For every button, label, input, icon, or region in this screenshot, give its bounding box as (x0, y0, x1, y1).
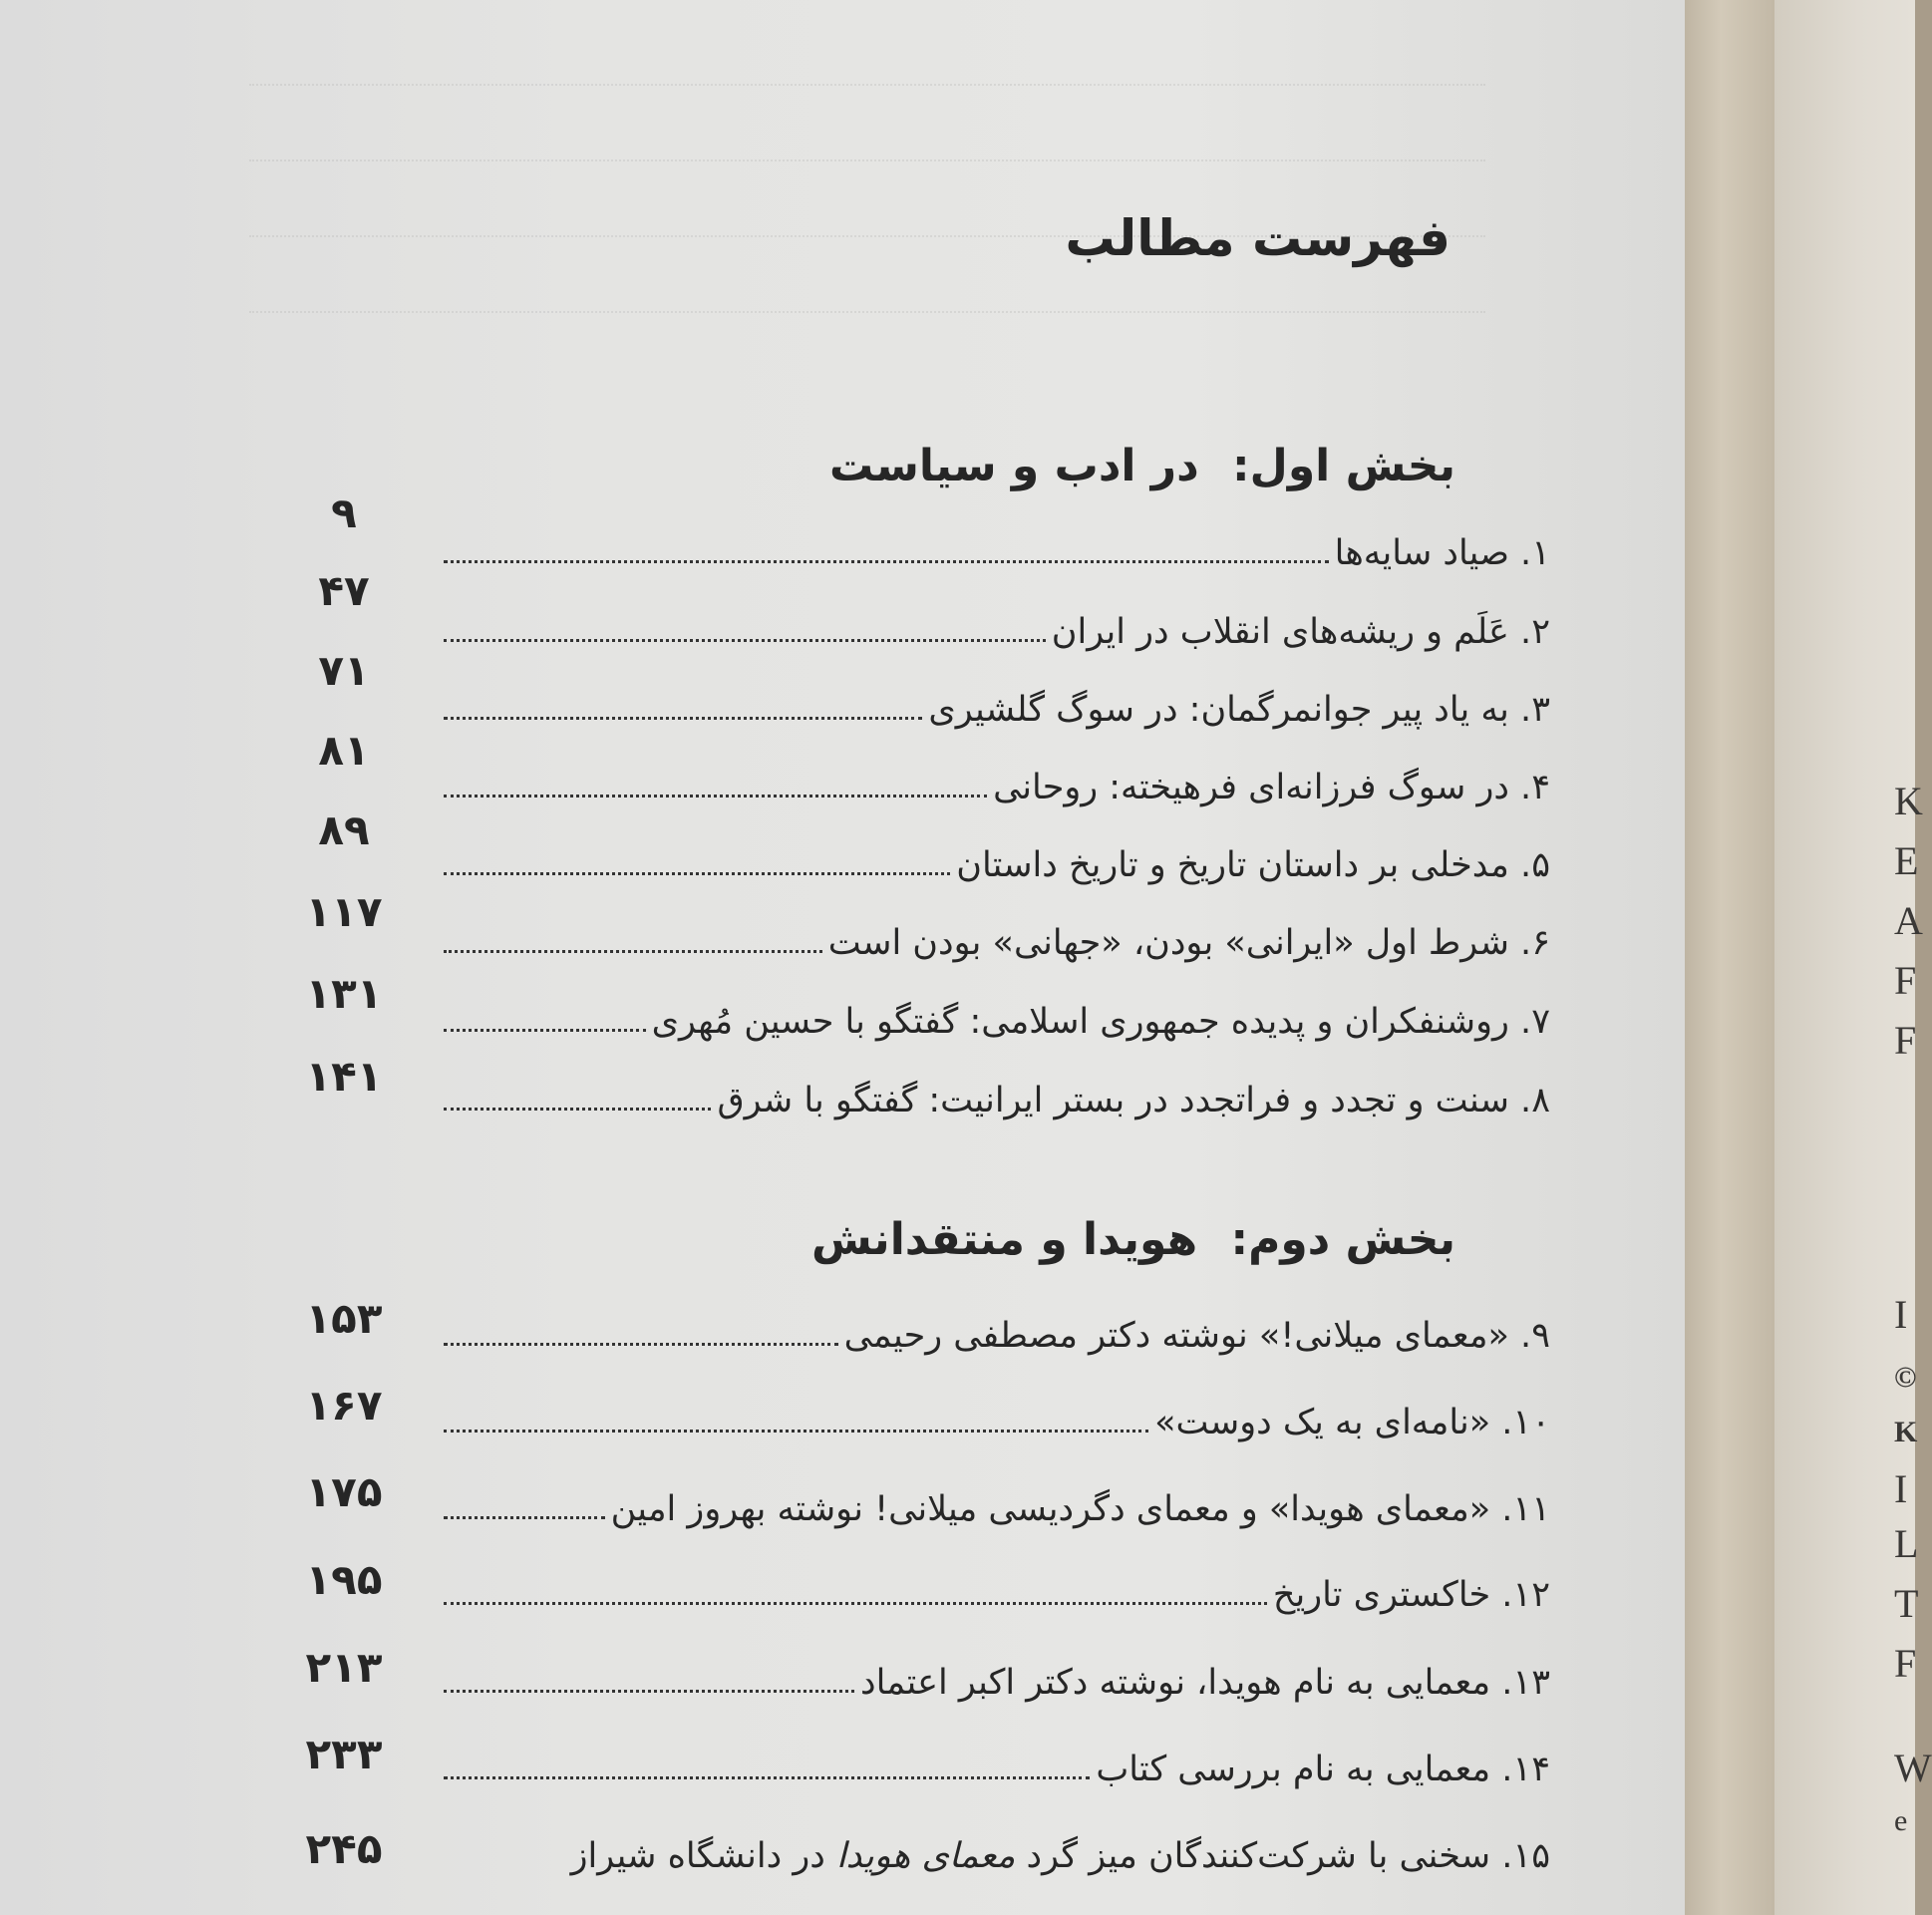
facing-page-letter: e (1894, 1804, 1908, 1837)
section-heading-1 (829, 441, 1455, 491)
page-number: ۷۱ (318, 646, 370, 695)
entry-title-italic: معمای هویدا (835, 1836, 1016, 1876)
toc-entry[interactable] (444, 1296, 1550, 1356)
entry-title: ۱۲. خاکستری تاریخ (1272, 1575, 1550, 1615)
entry-title: ۵. مدخلی بر داستان تاریخ و تاریخ داستان (956, 845, 1550, 885)
facing-page-letter: T (1894, 1581, 1919, 1626)
dot-leader (444, 717, 922, 720)
page-number: ۱۹۵ (305, 1555, 383, 1604)
page-number: ۱۳۱ (305, 969, 383, 1018)
facing-page-letter: E (1894, 838, 1919, 883)
entry-title: ۱۳. معمایی به نام هویدا، نوشته دکتر اکبر اعتماد (860, 1663, 1550, 1703)
section-prefix: بخش دوم: (1230, 1214, 1455, 1265)
entry-title-part: ۱۵. سخنی با شرکت‌کنندگان میز گرد (1026, 1836, 1550, 1876)
dot-leader (444, 795, 987, 798)
entry-title: ۹. «معمای میلانی!» نوشته دکتر مصطفی رحیمی (843, 1316, 1550, 1356)
dot-leader (444, 1029, 646, 1032)
facing-page-letter: I (1894, 1466, 1908, 1511)
dot-leader (444, 1602, 1267, 1605)
entry-title: ۶. شرط اول «ایرانی» بودن، «جهانی» بودن است (827, 923, 1550, 963)
page-number: ۱۶۷ (305, 1381, 383, 1430)
facing-page-letter: F (1894, 958, 1917, 1003)
page-title: فهرست مطالب (1065, 209, 1450, 267)
toc-entry[interactable] (444, 1730, 1550, 1789)
dot-leader (444, 1343, 838, 1346)
toc-entry[interactable] (444, 670, 1550, 730)
toc-entry[interactable] (444, 1383, 1550, 1442)
section-heading-2 (811, 1214, 1455, 1265)
facing-page-letter: W (1894, 1746, 1932, 1790)
dot-leader (444, 1516, 605, 1519)
facing-page-letter: I (1894, 1292, 1908, 1337)
entry-title-part: در دانشگاه شیراز (570, 1836, 825, 1876)
entry-title: ۲. عَلَم و ریشه‌های انقلاب در ایران (1051, 612, 1550, 652)
facing-page-letter: A (1894, 898, 1923, 943)
dot-leader (444, 560, 1329, 563)
page-number: ۲۴۵ (305, 1824, 383, 1873)
page-number: ۱۷۵ (305, 1467, 383, 1516)
toc-entry[interactable] (444, 1555, 1550, 1615)
page-number: ۸۹ (318, 805, 370, 854)
page-number: ۲۱۳ (305, 1643, 383, 1692)
page-number: ۴۷ (318, 566, 370, 615)
entry-title: ۴. در سوگ فرزانه‌ای فرهیخته: روحانی (993, 768, 1550, 807)
facing-page-letter: © (1894, 1361, 1917, 1394)
page-number: ۲۳۳ (305, 1730, 383, 1778)
toc-entry[interactable] (444, 513, 1550, 573)
entry-title: ۱۴. معمایی به نام بررسی کتاب (1096, 1750, 1550, 1789)
entry-title: ۱. صیاد سایه‌ها (1334, 533, 1550, 573)
facing-page-letter: L (1894, 1521, 1919, 1566)
entry-title: ۷. روشنفکران و پدیده جمهوری اسلامی: گفتگو با حسین مُهری (651, 1002, 1550, 1042)
page-number: ۹ (331, 488, 357, 537)
dot-leader (444, 1430, 1148, 1433)
section-name: در ادب و سیاست (829, 441, 1199, 491)
facing-page-letter: K (1894, 1416, 1918, 1448)
page-number: ۱۱۷ (305, 887, 383, 936)
toc-entry[interactable] (444, 903, 1550, 963)
dot-leader (444, 1108, 711, 1111)
entry-title: ۱۱. «معمای هویدا» و معمای دگردیسی میلانی! نوشته بهروز امین (610, 1489, 1550, 1529)
page-number: ۸۱ (318, 726, 370, 775)
section-name: هویدا و منتقدانش (810, 1214, 1198, 1265)
toc-entry[interactable] (444, 1816, 1550, 1876)
toc-entry[interactable] (444, 982, 1550, 1042)
section-prefix: بخش اول: (1232, 441, 1455, 491)
toc-entry[interactable] (444, 592, 1550, 652)
facing-page (1774, 0, 1932, 1915)
entry-title: ۱۰. «نامه‌ای به یک دوست» (1154, 1403, 1550, 1442)
page-number: ۱۴۱ (305, 1052, 383, 1101)
book-gutter (1685, 0, 1774, 1915)
toc-entry[interactable] (444, 1643, 1550, 1703)
dot-leader (444, 1690, 854, 1693)
dot-leader (444, 639, 1046, 642)
dot-leader (444, 872, 950, 875)
facing-page-letter: F (1894, 1641, 1917, 1686)
facing-page-letter: F (1894, 1018, 1917, 1063)
toc-entry[interactable] (444, 748, 1550, 807)
dot-leader (444, 1776, 1090, 1779)
dot-leader (444, 950, 822, 953)
page-number: ۱۵۳ (305, 1294, 383, 1343)
toc-entry[interactable] (444, 1469, 1550, 1529)
facing-page-letter: K (1894, 779, 1923, 823)
entry-title: ۸. سنت و تجدد و فراتجدد در بستر ایرانیت: گفتگو با شرق (717, 1081, 1550, 1120)
entry-title: ۳. به یاد پیر جوانمرگمان: در سوگ گلشیری (928, 690, 1550, 730)
entry-title (565, 1836, 1550, 1876)
toc-entry[interactable] (444, 1061, 1550, 1120)
toc-entry[interactable] (444, 825, 1550, 885)
